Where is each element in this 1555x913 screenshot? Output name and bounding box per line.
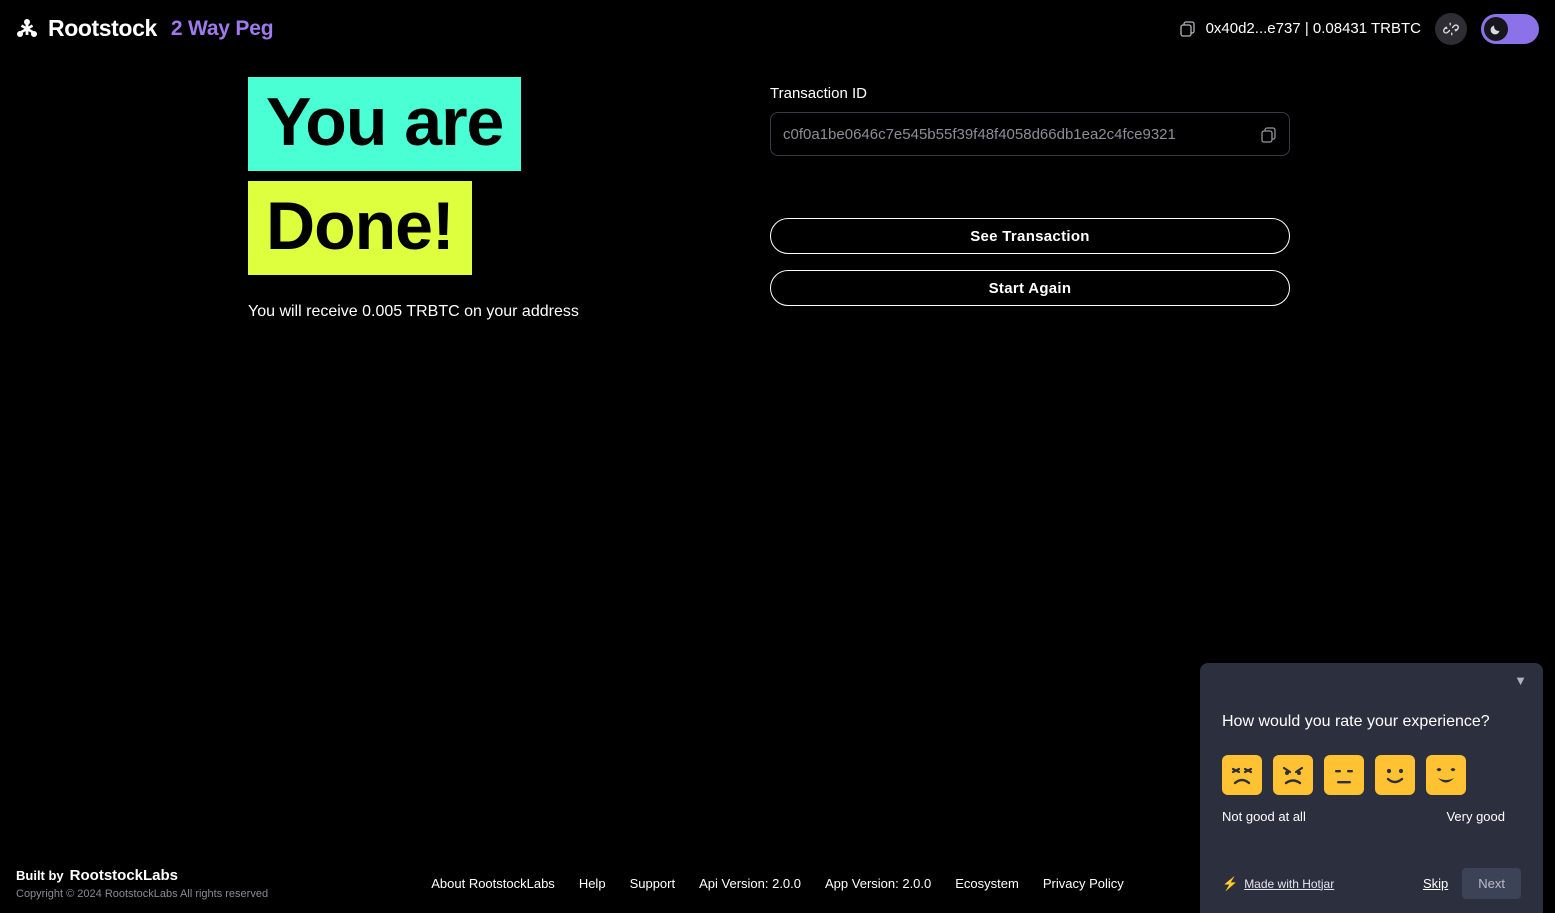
built-by-label: Built by: [16, 867, 64, 883]
link-broken-icon[interactable]: [1435, 13, 1467, 45]
headline-line-1: You are: [248, 77, 521, 171]
footer-link-about[interactable]: About RootstockLabs: [431, 876, 555, 891]
built-by-block: [16, 867, 268, 900]
survey-question: How would you rate your experience?: [1222, 713, 1490, 730]
rating-neutral-face[interactable]: [1324, 755, 1364, 795]
survey-scale-low: Not good at all: [1222, 809, 1306, 824]
footer-link-ecosystem[interactable]: Ecosystem: [955, 876, 1019, 891]
survey-skip-button[interactable]: Skip: [1422, 876, 1449, 891]
survey-footer: [1222, 868, 1521, 899]
rating-love-face[interactable]: [1426, 755, 1466, 795]
wallet-info[interactable]: [1179, 20, 1421, 37]
hotjar-bolt-icon: ⚡: [1222, 875, 1239, 891]
moon-icon: [1484, 17, 1508, 41]
survey-rating-options: [1222, 755, 1521, 795]
main-content: [0, 57, 1555, 321]
copyright-text: Copyright © 2024 RootstockLabs All rights reserved: [16, 887, 269, 900]
survey-widget: [1200, 663, 1543, 913]
copy-icon[interactable]: [1179, 20, 1196, 37]
app-header: [0, 0, 1555, 57]
footer-links: [431, 876, 1124, 891]
footer-api-version: Api Version: 2.0.0: [699, 876, 802, 891]
footer-app-version: App Version: 2.0.0: [825, 876, 932, 891]
rating-angry-face[interactable]: [1222, 755, 1262, 795]
status-panel: [0, 77, 770, 321]
transaction-id-value: c0f0a1be0646c7e545b55f39f48f4058d66db1ea2c4fce9321: [783, 125, 1176, 143]
built-by-brand: RootstockLabs: [69, 866, 179, 884]
brand-name: Rootstock: [48, 15, 157, 41]
page-title: 2 Way Peg: [170, 16, 274, 40]
footer-link-support[interactable]: Support: [629, 876, 676, 891]
theme-toggle[interactable]: [1481, 14, 1539, 44]
headline-line-1-row: [248, 77, 770, 171]
brand[interactable]: [16, 15, 157, 42]
start-again-button[interactable]: Start Again: [770, 270, 1290, 306]
survey-scale-labels: [1222, 809, 1505, 824]
rating-happy-face[interactable]: [1375, 755, 1415, 795]
footer-link-privacy-policy[interactable]: Privacy Policy: [1042, 876, 1124, 891]
transaction-id-field[interactable]: [770, 112, 1290, 156]
transaction-id-label: Transaction ID: [770, 85, 867, 102]
action-buttons: [770, 218, 1330, 306]
see-transaction-button[interactable]: See Transaction: [770, 218, 1290, 254]
survey-next-button[interactable]: Next: [1462, 868, 1521, 899]
receive-amount-text: You will receive 0.005 TRBTC on your address: [248, 303, 579, 321]
copy-icon[interactable]: [1260, 126, 1277, 143]
chevron-down-icon[interactable]: ▼: [1514, 673, 1527, 688]
survey-scale-high: Very good: [1446, 809, 1505, 824]
header-right: [1179, 13, 1539, 45]
made-with-hotjar-label[interactable]: Made with Hotjar: [1244, 876, 1335, 891]
footer-link-help[interactable]: Help: [578, 876, 606, 891]
headline-line-2-row: [248, 171, 770, 275]
made-with-hotjar[interactable]: [1222, 876, 1334, 892]
survey-actions: [1423, 868, 1521, 899]
rating-sad-face[interactable]: [1273, 755, 1313, 795]
rootstock-logo-icon: [16, 18, 38, 40]
transaction-panel: [770, 77, 1330, 321]
headline-line-2: Done!: [248, 181, 472, 275]
wallet-address-balance: 0x40d2...e737 | 0.08431 TRBTC: [1205, 20, 1421, 37]
